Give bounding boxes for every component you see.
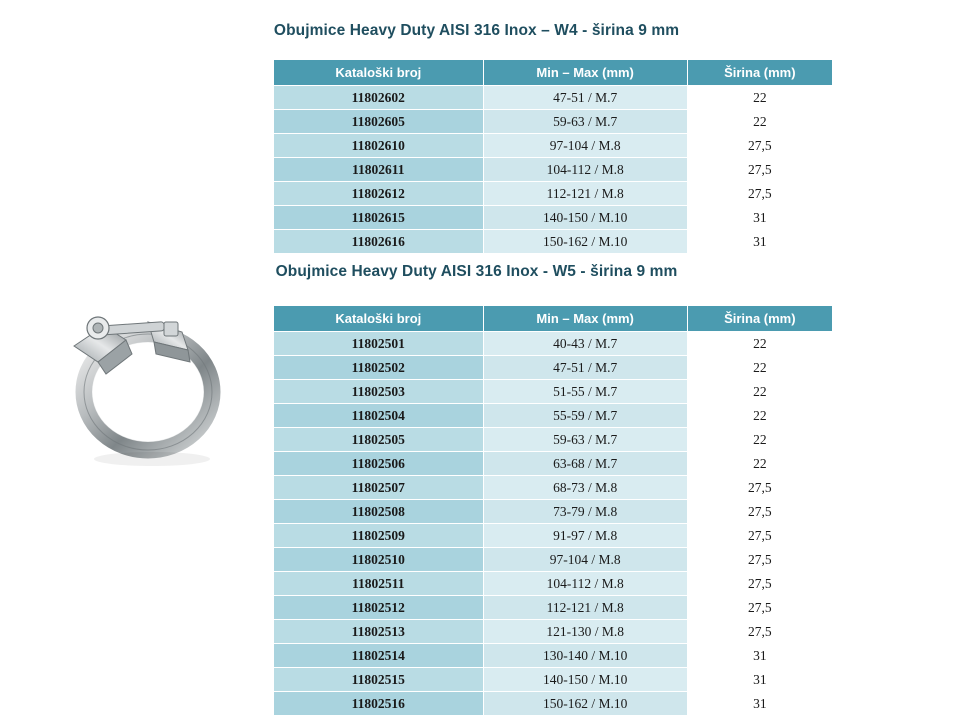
table-row: [274, 452, 833, 476]
column-header-catalog: Kataloški broj: [274, 306, 484, 332]
cell-minmax: 47-51 / M.7: [483, 356, 687, 380]
table-w4: [273, 59, 833, 254]
column-header-minmax: Min – Max (mm): [483, 306, 687, 332]
table-row: [274, 182, 833, 206]
cell-width: 27,5: [687, 158, 832, 182]
table-header-row: [274, 306, 833, 332]
cell-width: 31: [687, 206, 832, 230]
cell-catalog: 11802504: [274, 404, 484, 428]
cell-catalog: 11802513: [274, 620, 484, 644]
column-header-width: Širina (mm): [687, 306, 832, 332]
table-row: [274, 380, 833, 404]
cell-catalog: 11802605: [274, 110, 484, 134]
cell-width: 27,5: [687, 524, 832, 548]
cell-width: 31: [687, 644, 832, 668]
cell-width: 27,5: [687, 134, 832, 158]
cell-catalog: 11802502: [274, 356, 484, 380]
table-row: [274, 668, 833, 692]
cell-minmax: 68-73 / M.8: [483, 476, 687, 500]
table-w5: [273, 305, 833, 716]
cell-width: 27,5: [687, 572, 832, 596]
table-row: [274, 644, 833, 668]
cell-width: 27,5: [687, 500, 832, 524]
cell-minmax: 40-43 / M.7: [483, 332, 687, 356]
cell-width: 22: [687, 332, 832, 356]
table-row: [274, 356, 833, 380]
cell-minmax: 59-63 / M.7: [483, 110, 687, 134]
column-header-catalog: Kataloški broj: [274, 60, 484, 86]
table-row: [274, 596, 833, 620]
cell-width: 27,5: [687, 548, 832, 572]
cell-catalog: 11802602: [274, 86, 484, 110]
cell-minmax: 112-121 / M.8: [483, 596, 687, 620]
cell-width: 27,5: [687, 476, 832, 500]
table-row: [274, 134, 833, 158]
cell-minmax: 121-130 / M.8: [483, 620, 687, 644]
cell-minmax: 97-104 / M.8: [483, 548, 687, 572]
cell-catalog: 11802616: [274, 230, 484, 254]
cell-catalog: 11802510: [274, 548, 484, 572]
cell-minmax: 104-112 / M.8: [483, 572, 687, 596]
cell-catalog: 11802509: [274, 524, 484, 548]
table-row: [274, 476, 833, 500]
table-w4-wrapper: [273, 59, 833, 254]
cell-width: 27,5: [687, 596, 832, 620]
cell-width: 31: [687, 692, 832, 716]
table-row: [274, 332, 833, 356]
cell-minmax: 73-79 / M.8: [483, 500, 687, 524]
section-title-w4: Obujmice Heavy Duty AISI 316 Inox – W4 - širina 9 mm: [273, 22, 680, 39]
cell-width: 22: [687, 452, 832, 476]
table-row: [274, 572, 833, 596]
cell-catalog: 11802507: [274, 476, 484, 500]
table-row: [274, 86, 833, 110]
cell-width: 22: [687, 404, 832, 428]
cell-catalog: 11802512: [274, 596, 484, 620]
cell-catalog: 11802508: [274, 500, 484, 524]
cell-catalog: 11802514: [274, 644, 484, 668]
cell-minmax: 91-97 / M.8: [483, 524, 687, 548]
cell-minmax: 63-68 / M.7: [483, 452, 687, 476]
cell-catalog: 11802610: [274, 134, 484, 158]
heavy-duty-hose-clamp-photo: [52, 292, 242, 482]
cell-catalog: 11802516: [274, 692, 484, 716]
cell-minmax: 47-51 / M.7: [483, 86, 687, 110]
cell-width: 22: [687, 110, 832, 134]
cell-minmax: 104-112 / M.8: [483, 158, 687, 182]
table-row: [274, 428, 833, 452]
cell-catalog: 11802611: [274, 158, 484, 182]
cell-catalog: 11802503: [274, 380, 484, 404]
cell-minmax: 130-140 / M.10: [483, 644, 687, 668]
cell-width: 27,5: [687, 182, 832, 206]
cell-width: 22: [687, 428, 832, 452]
table-row: [274, 524, 833, 548]
table-row: [274, 500, 833, 524]
cell-minmax: 55-59 / M.7: [483, 404, 687, 428]
cell-minmax: 140-150 / M.10: [483, 668, 687, 692]
cell-catalog: 11802501: [274, 332, 484, 356]
column-header-minmax: Min – Max (mm): [483, 60, 687, 86]
cell-catalog: 11802615: [274, 206, 484, 230]
cell-width: 22: [687, 356, 832, 380]
table-row: [274, 206, 833, 230]
cell-minmax: 97-104 / M.8: [483, 134, 687, 158]
cell-minmax: 150-162 / M.10: [483, 230, 687, 254]
cell-width: 31: [687, 230, 832, 254]
section-title-w5: Obujmice Heavy Duty AISI 316 Inox - W5 - širina 9 mm: [275, 263, 678, 280]
table-w5-wrapper: [273, 305, 833, 716]
table-row: [274, 230, 833, 254]
cell-width: 22: [687, 380, 832, 404]
cell-width: 27,5: [687, 620, 832, 644]
cell-minmax: 112-121 / M.8: [483, 182, 687, 206]
cell-catalog: 11802612: [274, 182, 484, 206]
cell-catalog: 11802511: [274, 572, 484, 596]
clamp-illustration: [52, 292, 242, 482]
table-header-row: [274, 60, 833, 86]
cell-width: 22: [687, 86, 832, 110]
table-row: [274, 692, 833, 716]
cell-minmax: 140-150 / M.10: [483, 206, 687, 230]
cell-width: 31: [687, 668, 832, 692]
table-row: [274, 110, 833, 134]
cell-minmax: 51-55 / M.7: [483, 380, 687, 404]
cell-catalog: 11802515: [274, 668, 484, 692]
table-row: [274, 404, 833, 428]
cell-minmax: 59-63 / M.7: [483, 428, 687, 452]
column-header-width: Širina (mm): [687, 60, 832, 86]
cell-catalog: 11802505: [274, 428, 484, 452]
table-row: [274, 158, 833, 182]
table-row: [274, 620, 833, 644]
cell-minmax: 150-162 / M.10: [483, 692, 687, 716]
cell-catalog: 11802506: [274, 452, 484, 476]
table-row: [274, 548, 833, 572]
